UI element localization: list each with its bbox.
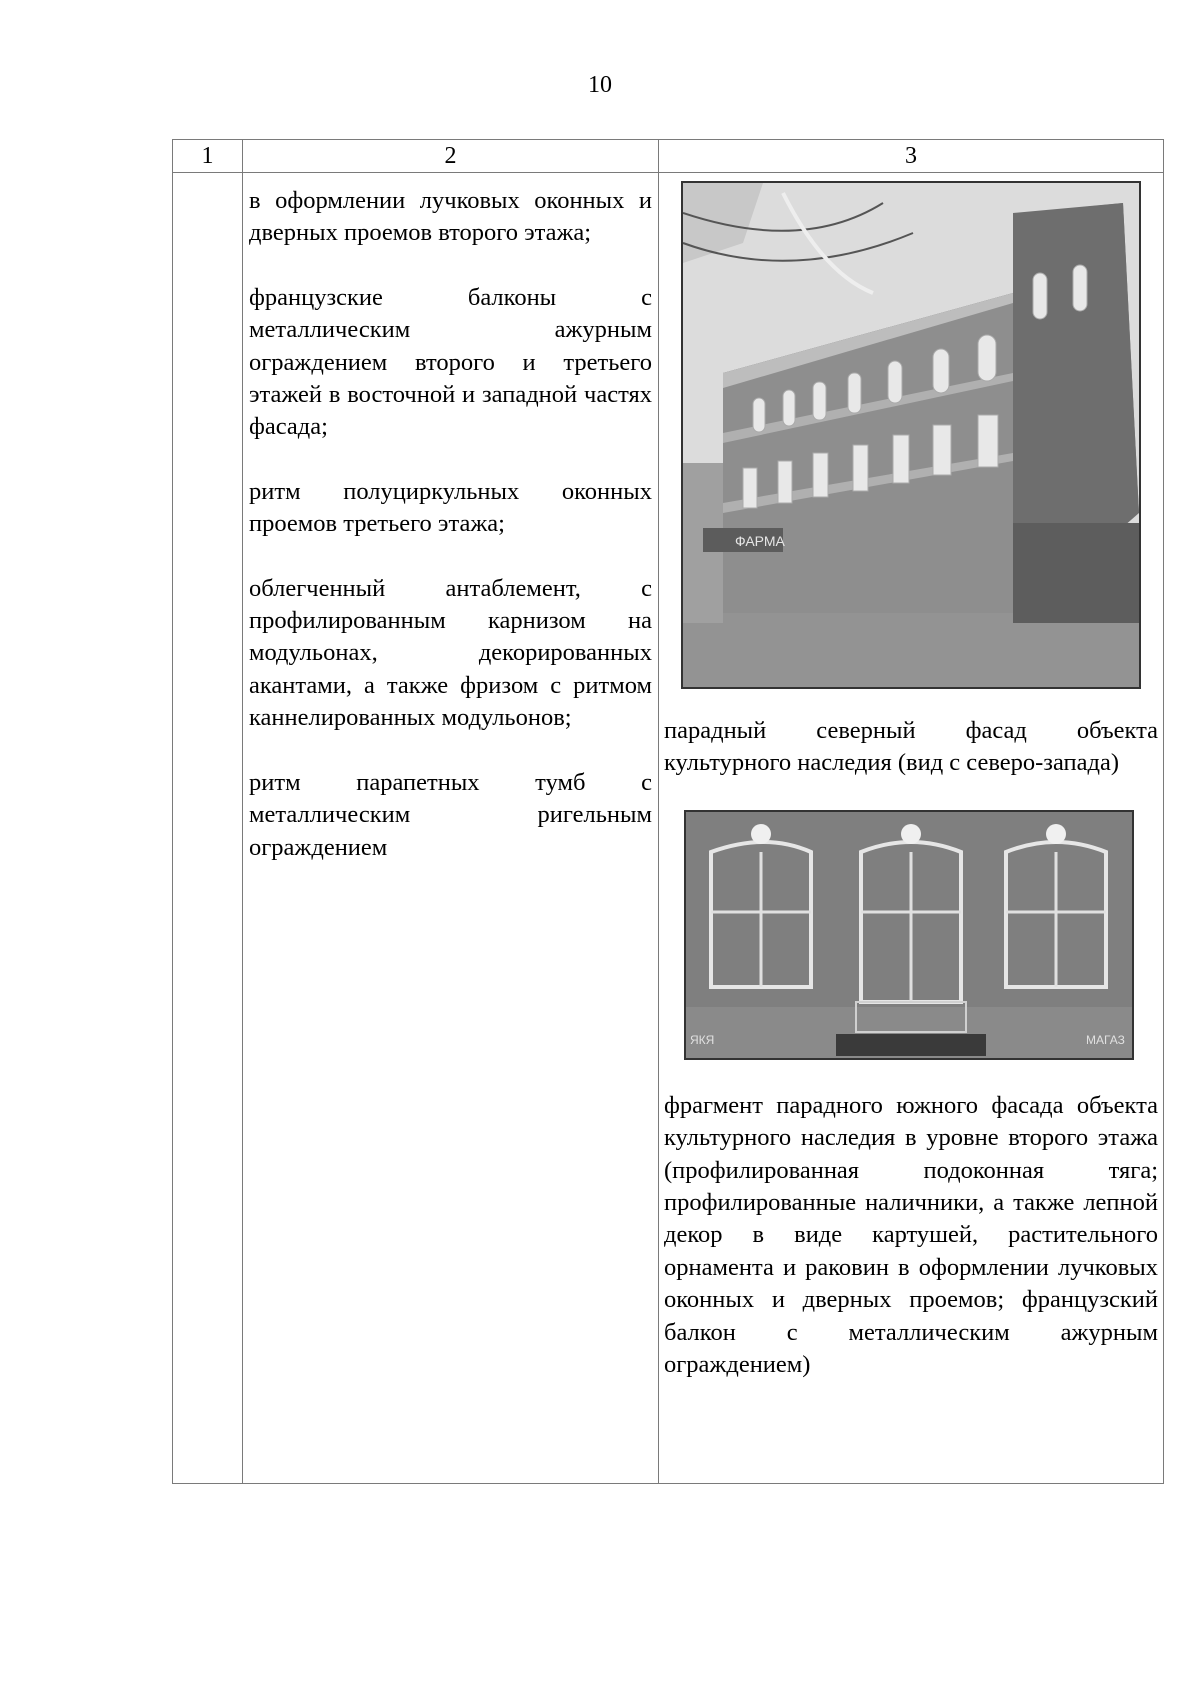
page-number: 10 xyxy=(588,72,612,98)
photo-mark-right: МАГАЗ xyxy=(1086,1032,1125,1047)
facade-north-photo xyxy=(681,181,1141,689)
cell-col-1 xyxy=(173,173,243,1484)
photo-mark-left: ЯКЯ xyxy=(690,1032,715,1047)
feature-paragraph: ритм полуциркульных оконных проемов третьего этажа; xyxy=(249,477,652,538)
header-row xyxy=(173,140,1164,173)
heritage-table xyxy=(172,139,1164,1484)
feature-paragraph: французские балконы с металлическим ажурным ограждением второго и третьего этажей в восточной и западной частях фасада; xyxy=(249,283,652,441)
shop-sign-text: ФАРМА xyxy=(735,533,785,549)
facade-north-caption: парадный северный фасад объекта культурного наследия (вид с северо-запада) xyxy=(664,717,1158,777)
feature-paragraph: ритм парапетных тумб с металлическим ригельным ограждением xyxy=(249,768,652,861)
cell-col-2 xyxy=(243,173,659,1484)
feature-paragraph: облегченный антаблемент, с профилированным карнизом на модульонах, декорированных акантами, а также фризом с ритмом каннелированных модульонов; xyxy=(249,574,652,732)
facade-south-fragment-photo xyxy=(684,810,1134,1060)
header-col-2: 2 xyxy=(243,140,659,173)
feature-paragraph: в оформлении лучковых оконных и дверных проемов второго этажа; xyxy=(249,187,652,247)
facade-south-caption: фрагмент парадного южного фасада объекта культурного наследия в уровне второго этажа (профилированная подоконная тяга; профилированные наличники, а также лепной декор в виде картушей, растительного орнамента и раковин в оформлении лучковых оконных и дверных проемов; французский балкон с металлическим ажурным ограждением) xyxy=(664,1091,1158,1379)
header-col-3: 3 xyxy=(659,140,1164,173)
body-row xyxy=(173,173,1164,1484)
cell-col-3 xyxy=(659,173,1164,1484)
header-col-1: 1 xyxy=(173,140,243,173)
